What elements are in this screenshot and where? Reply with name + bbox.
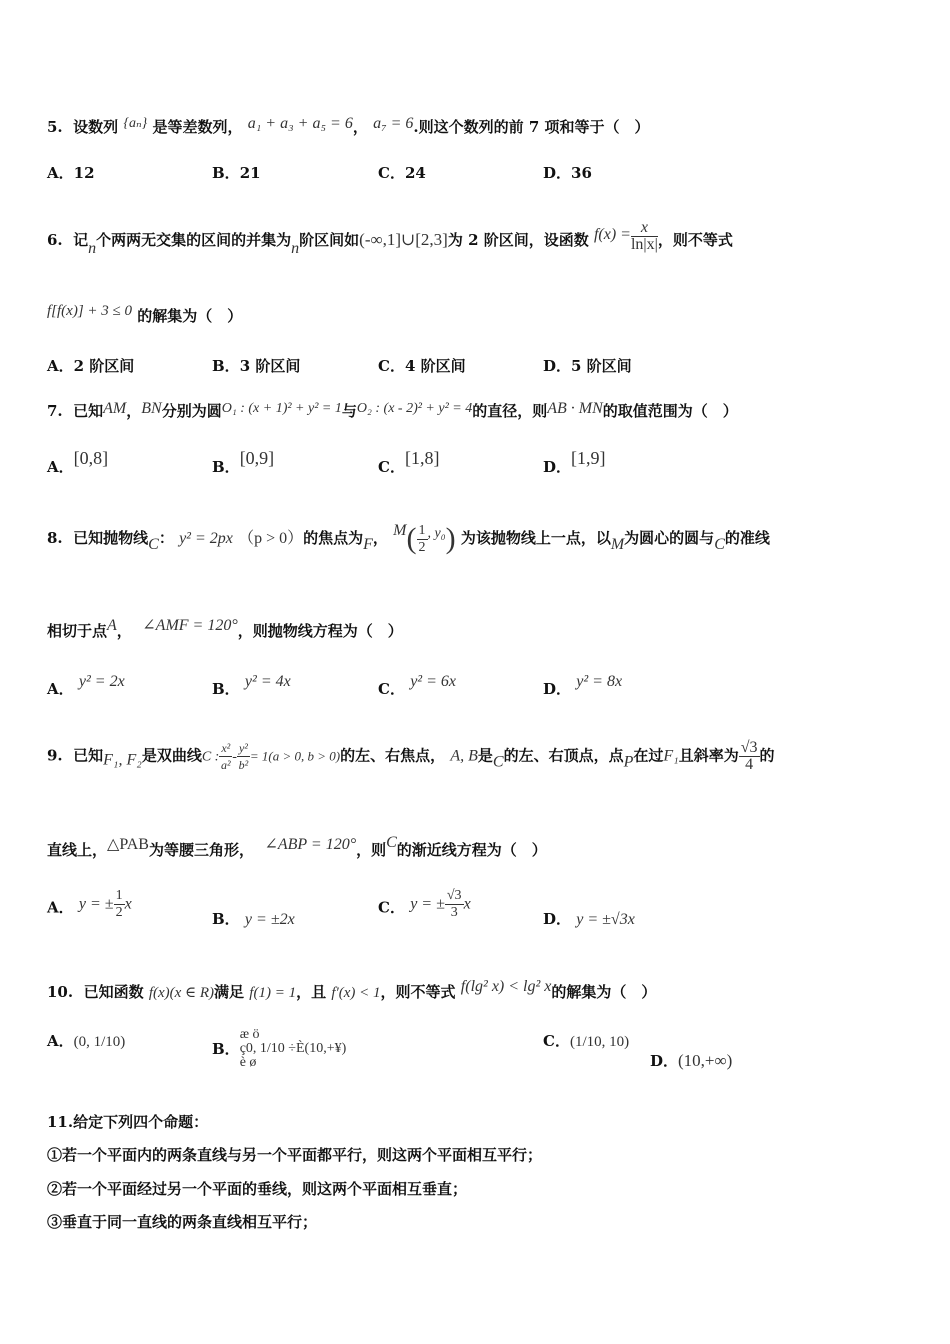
- question-8-stem: 8. 已知抛物线C： y² = 2px （p > 0）的焦点为F， M( $\frac{1}{2}$ , y₀) 为该抛物线上一点，以M为圆心的圆与C的准线: [47, 522, 770, 555]
- question-9-line2: 直线上，△PAB为等腰三角形， ∠ABP = 120°，则C的渐近线方程为（ ）: [47, 834, 547, 859]
- q5-option-c[interactable]: C．24: [378, 164, 426, 182]
- circle-1: O₁ : (x + 1)² + y² = 1: [221, 401, 342, 416]
- angle-amf: ∠AMF = 120°: [142, 617, 238, 634]
- q5-option-d[interactable]: D．36: [543, 164, 592, 182]
- q8-option-b[interactable]: B． y² = 4x: [212, 673, 291, 698]
- question-10-stem: 10. 已知函数 f(x)(x ∈ R)满足 f(1) = 1，且 f′(x) < 1，则不等式 f(lg² x) < lg² x的解集为（ ）: [47, 978, 657, 1001]
- function-def: f(x) =: [593, 226, 631, 243]
- q6-option-b[interactable]: B．3 阶区间: [212, 357, 301, 375]
- question-6-stem: 6. 记n个两两无交集的区间的并集为n阶区间如(-∞,1]∪[2,3]为 2 阶区间，设函数 f(x) = $\frac{x}{\ln|x|}$ ，则不等式: [47, 219, 733, 257]
- q6-option-d[interactable]: D．5 阶区间: [543, 357, 632, 375]
- q9-option-a[interactable]: A． y = ± $\frac{1}{2}$ x: [47, 888, 132, 920]
- q10-option-b[interactable]: B． æ ö ç0, 1/10 ÷È(10,+¥) è ø: [212, 1027, 347, 1070]
- inequality: f[f(x)] + 3 ≤ 0: [47, 303, 133, 319]
- q9-option-b[interactable]: B． y = ±2x: [212, 910, 295, 928]
- q9-option-d[interactable]: D． y = ±√3x: [543, 910, 635, 928]
- triangle-pab: △PAB: [107, 836, 149, 853]
- angle-abp: ∠ABP = 120°: [264, 836, 357, 853]
- proposition-1: ①若一个平面内的两条直线与另一个平面都平行，则这两个平面相互平行；: [47, 1146, 543, 1164]
- interval-example: (-∞,1]∪[2,3]: [359, 230, 448, 249]
- q8-option-d[interactable]: D． y² = 8x: [543, 673, 623, 698]
- question-7-stem: 7. 已知AM，BN分别为圆O₁ : (x + 1)² + y² = 1与O₂ : (x - 2)² + y² = 4的直径，则AB · MN的取值范围为（ ）: [47, 400, 738, 420]
- question-5-stem: 5. 设数列 {aₙ} 是等差数列， a₁ + a₃ + a₅ = 6， a₇ = 6.则这个数列的前 7 项和等于（ ）: [47, 115, 650, 136]
- q6-option-a[interactable]: A．2 阶区间: [47, 357, 135, 375]
- proposition-3: ③垂直于同一直线的两条直线相互平行；: [47, 1213, 318, 1231]
- q7-option-b[interactable]: B．[0,9]: [212, 448, 275, 476]
- circle-2: O₂ : (x - 2)² + y² = 4: [356, 401, 473, 416]
- condition-f1: f(1) = 1: [249, 985, 297, 1001]
- condition-a7: a₇ = 6: [373, 115, 414, 132]
- condition-sum: a₁ + a₃ + a₅ = 6: [247, 115, 353, 132]
- slope-fraction: $\frac{√3}{4}$: [740, 739, 758, 773]
- dot-product: AB · MN: [547, 400, 603, 417]
- point-m: M: [393, 522, 407, 539]
- function-fraction: $\frac{x}{\ln|x|}$: [630, 219, 658, 253]
- q9-option-c[interactable]: C． y = ± $\frac{√3}{3}$ x: [378, 888, 471, 920]
- q7-option-d[interactable]: D．[1,9]: [543, 448, 606, 476]
- q5-option-a[interactable]: A．12: [47, 164, 95, 182]
- q8-option-c[interactable]: C． y² = 6x: [378, 673, 456, 698]
- question-8-line2: 相切于点A， ∠AMF = 120°，则抛物线方程为（ ）: [47, 617, 403, 640]
- proposition-2: ②若一个平面经过另一个平面的垂线，则这两个平面相互垂直；: [47, 1180, 468, 1198]
- condition-derivative: f′(x) < 1: [331, 985, 381, 1001]
- inequality-lg: f(lg² x) < lg² x: [460, 978, 552, 995]
- q5-option-b[interactable]: B．21: [212, 164, 261, 182]
- question-11-stem: 11.给定下列四个命题：: [47, 1113, 209, 1131]
- q10-option-a[interactable]: A．(0, 1/10): [47, 1032, 126, 1050]
- q7-option-c[interactable]: C．[1,8]: [378, 448, 440, 476]
- q8-option-a[interactable]: A． y² = 2x: [47, 673, 125, 698]
- parabola-eq: y² = 2px: [179, 530, 233, 547]
- q10-option-c[interactable]: C．(1/10, 10): [543, 1032, 630, 1050]
- hyperbola-eq: C :: [201, 749, 220, 765]
- q10-option-d[interactable]: D．(10,+∞): [650, 1051, 733, 1070]
- function-f: f(x)(x ∈ R): [148, 985, 215, 1001]
- question-6-line2: f[f(x)] + 3 ≤ 0 的解集为（ ）: [47, 303, 243, 325]
- sequence-expr: {aₙ}: [123, 116, 148, 131]
- question-9-stem: 9. 已知F₁, F₂是双曲线C : $\frac{\text{x²}}{\text{a²}}$ - $\frac{\text{y²}}{\text{b²}}$ = 1(a > 0, b > 0)的左、右焦点， A, B是C的左、右顶点，点P在过F₁且斜率为 $\frac{√3}{4}$ 的: [47, 739, 775, 773]
- q7-option-a[interactable]: A．[0,8]: [47, 448, 109, 476]
- q6-option-c[interactable]: C．4 阶区间: [378, 357, 466, 375]
